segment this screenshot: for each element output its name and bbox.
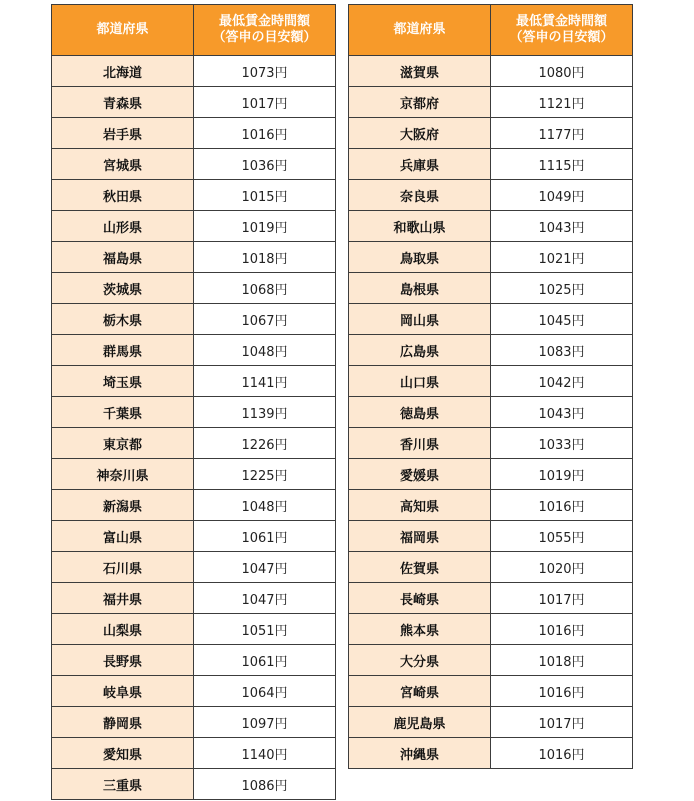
- table-row: [349, 583, 633, 614]
- minimum-wage-cell: 1018円: [491, 645, 633, 676]
- prefecture-cell: 山梨県: [52, 614, 194, 645]
- table-row: [52, 459, 336, 490]
- prefecture-cell: 青森県: [52, 87, 194, 118]
- table-row: [349, 552, 633, 583]
- table-row: [52, 273, 336, 304]
- table-row: [349, 118, 633, 149]
- minimum-wage-cell: 1043円: [491, 211, 633, 242]
- prefecture-cell: 愛知県: [52, 738, 194, 769]
- prefecture-cell: 栃木県: [52, 304, 194, 335]
- table-row: [349, 87, 633, 118]
- header-minimum-wage-line1: 最低賃金時間額: [515, 14, 607, 29]
- prefecture-cell: 群馬県: [52, 335, 194, 366]
- minimum-wage-cell: 1019円: [491, 459, 633, 490]
- prefecture-cell: 滋賀県: [349, 56, 491, 87]
- table-row: [52, 180, 336, 211]
- minimum-wage-cell: 1017円: [194, 87, 336, 118]
- minimum-wage-cell: 1049円: [491, 180, 633, 211]
- table-row: [52, 583, 336, 614]
- prefecture-cell: 石川県: [52, 552, 194, 583]
- header-minimum-wage-line1: 最低賃金時間額: [218, 14, 310, 29]
- table-row: [52, 428, 336, 459]
- table-row: [52, 676, 336, 707]
- table-row: [349, 707, 633, 738]
- minimum-wage-cell: 1033円: [491, 428, 633, 459]
- prefecture-cell: 島根県: [349, 273, 491, 304]
- prefecture-cell: 福井県: [52, 583, 194, 614]
- minimum-wage-cell: 1061円: [194, 521, 336, 552]
- header-minimum-wage: [194, 5, 336, 56]
- minimum-wage-cell: 1042円: [491, 366, 633, 397]
- table-row: [349, 614, 633, 645]
- minimum-wage-cell: 1048円: [194, 335, 336, 366]
- minimum-wage-cell: 1016円: [491, 738, 633, 769]
- minimum-wage-table-right: [348, 4, 633, 769]
- minimum-wage-table-left: [51, 4, 336, 800]
- minimum-wage-cell: 1020円: [491, 552, 633, 583]
- prefecture-cell: 和歌山県: [349, 211, 491, 242]
- table-row: [349, 273, 633, 304]
- table-row: [349, 56, 633, 87]
- header-prefecture: 都道府県: [52, 5, 194, 56]
- prefecture-cell: 山形県: [52, 211, 194, 242]
- table-row: [349, 366, 633, 397]
- minimum-wage-cell: 1083円: [491, 335, 633, 366]
- minimum-wage-cell: 1045円: [491, 304, 633, 335]
- prefecture-cell: 大阪府: [349, 118, 491, 149]
- prefecture-cell: 沖縄県: [349, 738, 491, 769]
- prefecture-cell: 広島県: [349, 335, 491, 366]
- prefecture-cell: 熊本県: [349, 614, 491, 645]
- prefecture-cell: 佐賀県: [349, 552, 491, 583]
- minimum-wage-cell: 1016円: [491, 614, 633, 645]
- table-row: [52, 769, 336, 800]
- table-row: [349, 149, 633, 180]
- prefecture-cell: 奈良県: [349, 180, 491, 211]
- prefecture-cell: 静岡県: [52, 707, 194, 738]
- prefecture-cell: 愛媛県: [349, 459, 491, 490]
- prefecture-cell: 長崎県: [349, 583, 491, 614]
- header-minimum-wage-line2: （答申の目安額）: [212, 30, 317, 45]
- prefecture-cell: 鹿児島県: [349, 707, 491, 738]
- header-prefecture: 都道府県: [349, 5, 491, 56]
- minimum-wage-cell: 1226円: [194, 428, 336, 459]
- prefecture-cell: 高知県: [349, 490, 491, 521]
- minimum-wage-cell: 1016円: [491, 490, 633, 521]
- minimum-wage-cell: 1055円: [491, 521, 633, 552]
- table-row: [349, 676, 633, 707]
- minimum-wage-cell: 1015円: [194, 180, 336, 211]
- table-row: [52, 118, 336, 149]
- prefecture-cell: 香川県: [349, 428, 491, 459]
- prefecture-cell: 神奈川県: [52, 459, 194, 490]
- table-header-row: [349, 5, 633, 56]
- prefecture-cell: 宮城県: [52, 149, 194, 180]
- minimum-wage-cell: 1047円: [194, 583, 336, 614]
- minimum-wage-cell: 1067円: [194, 304, 336, 335]
- prefecture-cell: 秋田県: [52, 180, 194, 211]
- table-row: [349, 645, 633, 676]
- prefecture-cell: 福島県: [52, 242, 194, 273]
- minimum-wage-cell: 1025円: [491, 273, 633, 304]
- prefecture-cell: 大分県: [349, 645, 491, 676]
- minimum-wage-cell: 1051円: [194, 614, 336, 645]
- minimum-wage-cell: 1048円: [194, 490, 336, 521]
- table-row: [52, 149, 336, 180]
- minimum-wage-cell: 1018円: [194, 242, 336, 273]
- table-row: [52, 211, 336, 242]
- table-row: [52, 614, 336, 645]
- minimum-wage-cell: 1139円: [194, 397, 336, 428]
- prefecture-cell: 宮崎県: [349, 676, 491, 707]
- minimum-wage-cell: 1019円: [194, 211, 336, 242]
- header-minimum-wage-line2: （答申の目安額）: [509, 30, 614, 45]
- prefecture-cell: 兵庫県: [349, 149, 491, 180]
- prefecture-cell: 富山県: [52, 521, 194, 552]
- table-row: [52, 552, 336, 583]
- table-row: [349, 459, 633, 490]
- header-minimum-wage: [491, 5, 633, 56]
- prefecture-cell: 岡山県: [349, 304, 491, 335]
- prefecture-cell: 新潟県: [52, 490, 194, 521]
- minimum-wage-cell: 1016円: [194, 118, 336, 149]
- minimum-wage-cell: 1043円: [491, 397, 633, 428]
- minimum-wage-cell: 1068円: [194, 273, 336, 304]
- minimum-wage-cell: 1177円: [491, 118, 633, 149]
- table-header-row: [52, 5, 336, 56]
- table-row: [349, 490, 633, 521]
- prefecture-cell: 岩手県: [52, 118, 194, 149]
- table-row: [349, 304, 633, 335]
- prefecture-cell: 福岡県: [349, 521, 491, 552]
- table-row: [52, 738, 336, 769]
- prefecture-cell: 徳島県: [349, 397, 491, 428]
- table-row: [52, 490, 336, 521]
- minimum-wage-cell: 1080円: [491, 56, 633, 87]
- minimum-wage-cell: 1073円: [194, 56, 336, 87]
- table-row: [349, 521, 633, 552]
- prefecture-cell: 北海道: [52, 56, 194, 87]
- table-row: [52, 242, 336, 273]
- prefecture-cell: 埼玉県: [52, 366, 194, 397]
- minimum-wage-cell: 1141円: [194, 366, 336, 397]
- table-body-left: [52, 56, 336, 800]
- prefecture-cell: 山口県: [349, 366, 491, 397]
- table-row: [52, 87, 336, 118]
- prefecture-cell: 千葉県: [52, 397, 194, 428]
- minimum-wage-cell: 1021円: [491, 242, 633, 273]
- minimum-wage-cell: 1016円: [491, 676, 633, 707]
- table-row: [52, 397, 336, 428]
- minimum-wage-cell: 1017円: [491, 583, 633, 614]
- table-row: [349, 738, 633, 769]
- table-row: [52, 56, 336, 87]
- table-row: [52, 707, 336, 738]
- table-row: [52, 366, 336, 397]
- table-row: [349, 428, 633, 459]
- table-row: [52, 304, 336, 335]
- prefecture-cell: 茨城県: [52, 273, 194, 304]
- prefecture-cell: 三重県: [52, 769, 194, 800]
- minimum-wage-cell: 1140円: [194, 738, 336, 769]
- minimum-wage-cell: 1064円: [194, 676, 336, 707]
- prefecture-cell: 長野県: [52, 645, 194, 676]
- table-body-right: [349, 56, 633, 769]
- prefecture-cell: 京都府: [349, 87, 491, 118]
- table-row: [349, 397, 633, 428]
- minimum-wage-cell: 1225円: [194, 459, 336, 490]
- minimum-wage-cell: 1086円: [194, 769, 336, 800]
- table-row: [52, 335, 336, 366]
- prefecture-cell: 岐阜県: [52, 676, 194, 707]
- prefecture-cell: 東京都: [52, 428, 194, 459]
- minimum-wage-cell: 1097円: [194, 707, 336, 738]
- minimum-wage-cell: 1036円: [194, 149, 336, 180]
- table-row: [349, 335, 633, 366]
- minimum-wage-cell: 1061円: [194, 645, 336, 676]
- table-row: [349, 180, 633, 211]
- table-row: [349, 211, 633, 242]
- minimum-wage-cell: 1121円: [491, 87, 633, 118]
- prefecture-cell: 鳥取県: [349, 242, 491, 273]
- minimum-wage-cell: 1115円: [491, 149, 633, 180]
- table-row: [349, 242, 633, 273]
- table-row: [52, 645, 336, 676]
- minimum-wage-cell: 1017円: [491, 707, 633, 738]
- table-row: [52, 521, 336, 552]
- minimum-wage-cell: 1047円: [194, 552, 336, 583]
